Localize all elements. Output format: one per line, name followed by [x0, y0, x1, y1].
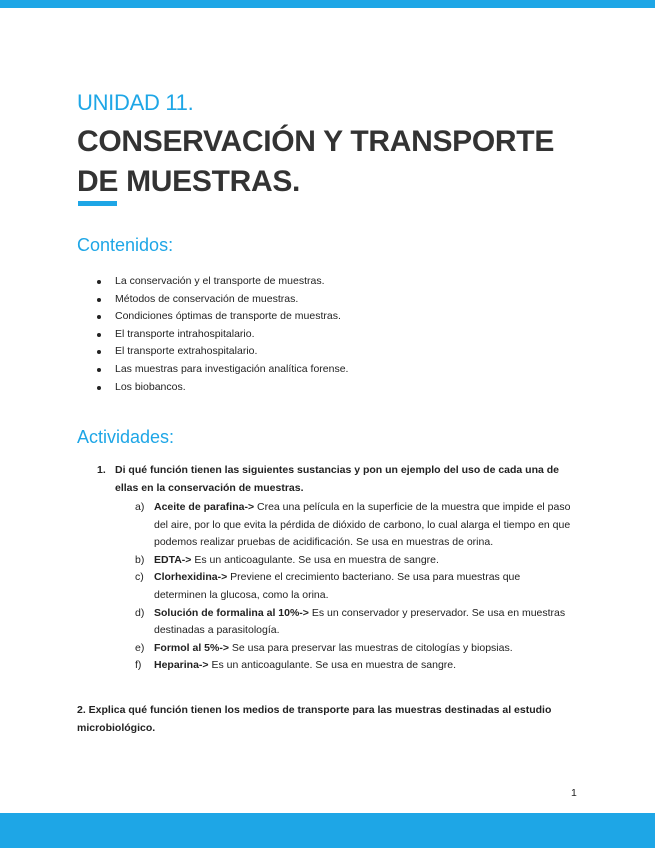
list-item: La conservación y el transporte de muestras. [97, 273, 348, 291]
title-underline [78, 201, 117, 206]
answer-item [135, 499, 575, 552]
answer-term: Clorhexidina-> [154, 571, 228, 584]
answer-term: EDTA-> [154, 553, 192, 566]
answer-letter: f) [135, 659, 142, 672]
list-item: Las muestras para investigación analítica forense. [97, 361, 348, 379]
answer-letter: d) [135, 606, 145, 619]
contents-list [97, 273, 348, 396]
list-item: El transporte extrahospitalario. [97, 343, 348, 361]
answer-text: Es un anticoagulante. Se usa en muestra de sangre. [191, 553, 439, 566]
list-item: Condiciones óptimas de transporte de muestras. [97, 308, 348, 326]
top-accent-band [0, 0, 655, 8]
answer-letter: b) [135, 553, 145, 566]
contents-heading: Contenidos: [77, 235, 174, 255]
page-title: CONSERVACIÓN Y TRANSPORTE DE MUESTRAS. [77, 125, 555, 198]
answer-term: Heparina-> [154, 659, 209, 672]
answer-item [135, 552, 575, 570]
bottom-accent-band [0, 813, 655, 848]
answer-text: Es un conservador y preservador. Se usa en muestras destinadas a parasitología. [154, 606, 566, 637]
answer-text: Es un anticoagulante. Se usa en muestra de sangre. [208, 659, 457, 672]
list-item: Métodos de conservación de muestras. [97, 291, 348, 309]
question-2: 2. Explica qué función tienen los medios de transporte para las muestras destinadas al estudio microbiológico. [77, 704, 552, 734]
page-number: 1 [571, 787, 577, 799]
activities-heading: Actividades: [77, 427, 175, 447]
list-item: El transporte intrahospitalario. [97, 326, 348, 344]
answer-term: Aceite de parafina-> [154, 501, 255, 513]
answer-term: Formol al 5%-> [154, 641, 229, 654]
answer-item [135, 657, 575, 675]
answers-list [135, 499, 575, 675]
answer-letter: a) [135, 501, 145, 513]
answer-letter: c) [135, 571, 144, 584]
answer-item [135, 569, 575, 604]
unit-label: UNIDAD 11. [77, 90, 194, 115]
answer-text: Crea una película en la superficie de la muestra que impide el paso del aire, por lo que evita la pérdida de dióxido de carbono, lo cual alarga el tiempo en que podemos realizar pruebas de acidificación. Se usa en muestras de orina. [154, 501, 571, 549]
answer-text: Previene el crecimiento bacteriano. Se usa para muestras que determinen la glucosa, como la orina. [154, 571, 521, 601]
answer-item [135, 605, 575, 640]
question-text: Di qué función tienen las siguientes sustancias y pon un ejemplo del uso de cada una de ellas en la conservación de muestras. [115, 464, 560, 494]
answer-text: Se usa para preservar las muestras de citologías y biopsias. [228, 641, 513, 654]
question-number: 1. [97, 464, 106, 476]
answer-letter: e) [135, 641, 145, 654]
list-item: Los biobancos. [97, 379, 348, 397]
answer-item [135, 640, 575, 658]
answer-term: Solución de formalina al 10%-> [154, 606, 309, 619]
question-1 [97, 462, 577, 497]
